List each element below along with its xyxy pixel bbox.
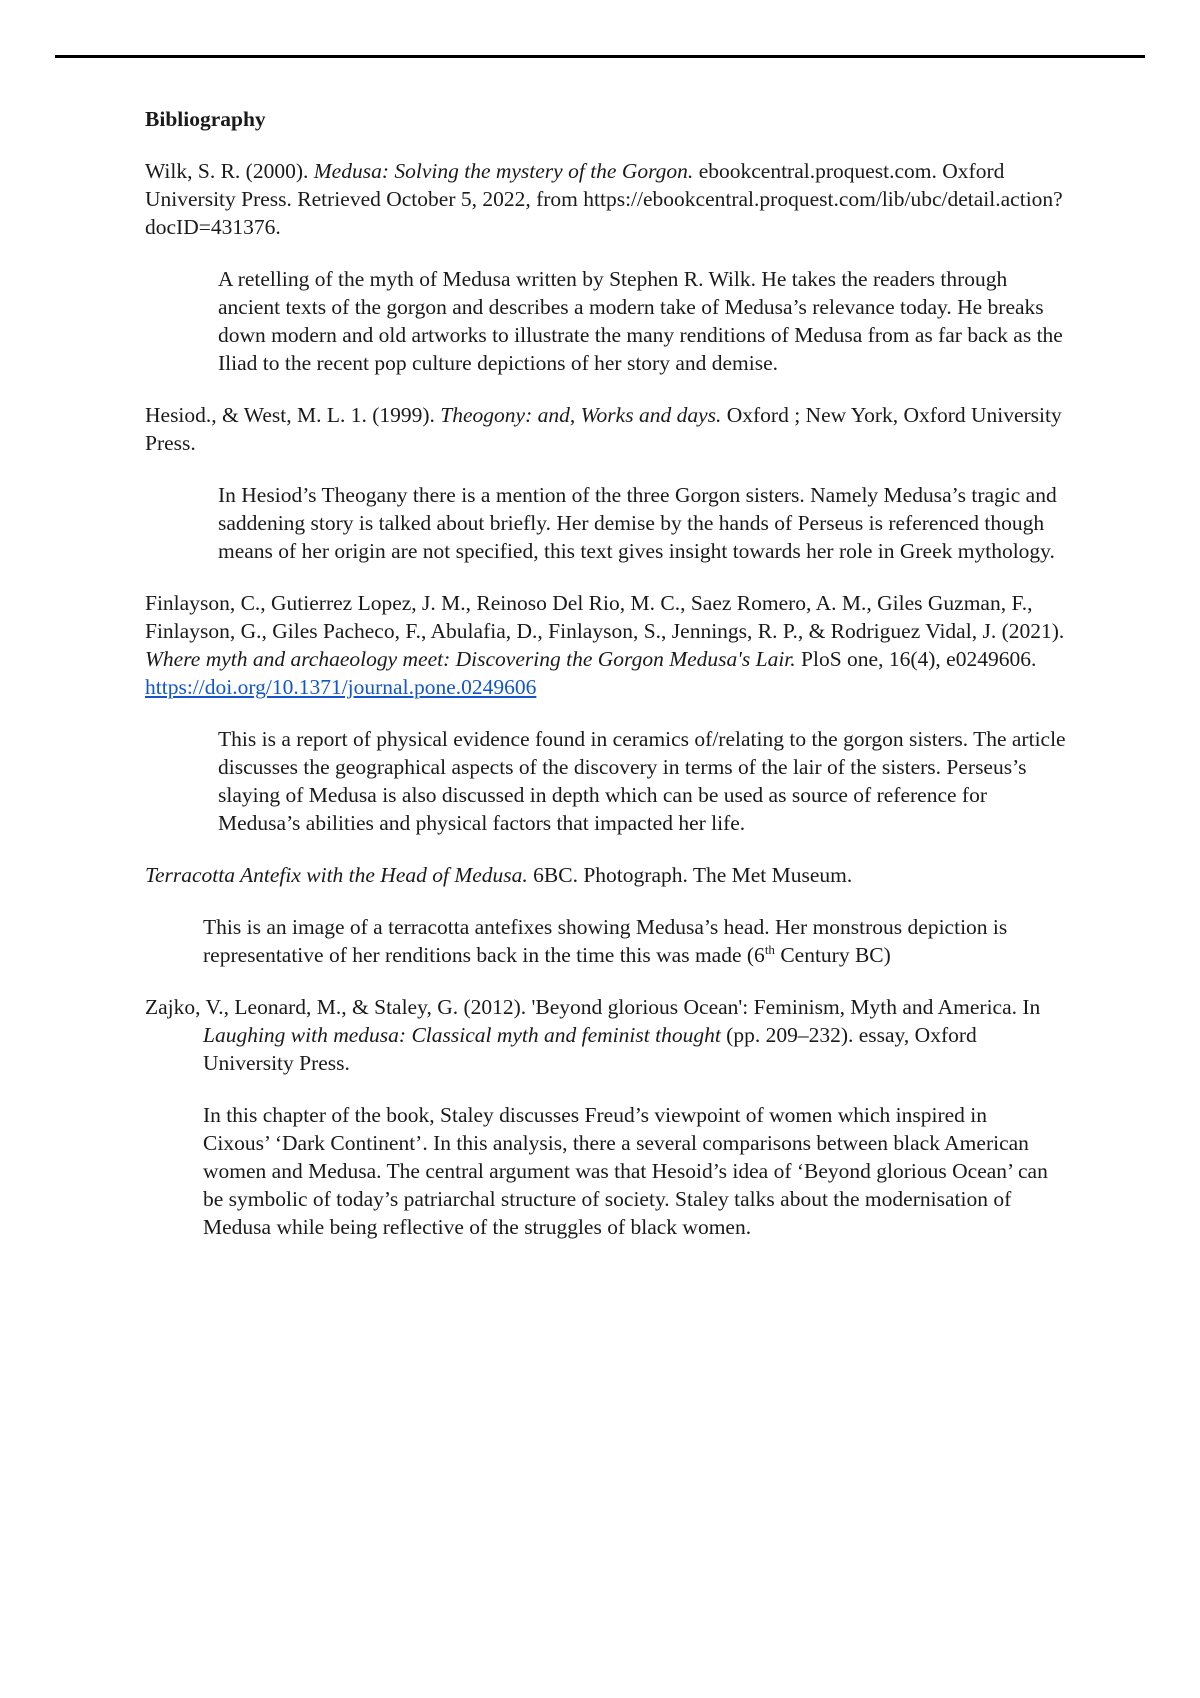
- citation-hesiod: [145, 401, 1065, 457]
- annotation-hesiod: In Hesiod’s Theogany there is a mention of the three Gorgon sisters. Namely Medusa’s tragic and saddening story is talked about briefly. Her demise by the hands of Perseus is referenced though means of her origin are not specified, this text gives insight towards her role in Greek mythology.: [218, 483, 1057, 563]
- citation-text: PloS one, 16(4), e0249606.: [795, 647, 1037, 671]
- citation-wilk: [145, 157, 1065, 241]
- citation-terracotta: [145, 861, 1065, 889]
- citation-text: Finlayson, C., Gutierrez Lopez, J. M., Reinoso Del Rio, M. C., Saez Romero, A. M., Giles Guzman, F., Finlayson, G., Giles Pacheco, F., Abulafia, D., Finlayson, S., Jennings, R. P., & Rodriguez Vidal, J. (2021).: [145, 591, 1065, 643]
- citation-text: (pp. 209–232). essay, Oxford University Press.: [203, 1023, 977, 1075]
- citation-text: Oxford ; New York, Oxford University Press.: [145, 403, 1062, 455]
- doi-link[interactable]: https://doi.org/10.1371/journal.pone.0249606: [145, 675, 537, 699]
- document-body: [145, 105, 1065, 1265]
- citation-finlayson: [145, 589, 1065, 701]
- citation-text: Hesiod., & West, M. L. 1. (1999).: [145, 403, 441, 427]
- citation-text: 6BC. Photograph. The Met Museum.: [527, 863, 853, 887]
- annotation-wilk: A retelling of the myth of Medusa written by Stephen R. Wilk. He takes the readers through ancient texts of the gorgon and describes a modern take of Medusa’s relevance today. He breaks down modern and old artworks to illustrate the many renditions of Medusa from as far back as the Iliad to the recent pop culture depictions of her story and demise.: [218, 267, 1063, 375]
- annotation-text: This is an image of a terracotta antefixes showing Medusa’s head. Her monstrous depiction is representative of her renditions back in the time this was made (6: [203, 915, 1008, 967]
- page-top-rule: [55, 55, 1145, 58]
- annotation-terracotta: [203, 913, 1053, 969]
- page-title: Bibliography: [145, 107, 266, 131]
- citation-zajko: [145, 993, 1065, 1077]
- citation-title: Where myth and archaeology meet: Discovering the Gorgon Medusa's Lair.: [145, 647, 796, 671]
- citation-title: Laughing with medusa: Classical myth and feminist thought: [203, 1023, 721, 1047]
- citation-text: Wilk, S. R. (2000).: [145, 159, 314, 183]
- annotation-finlayson: This is a report of physical evidence found in ceramics of/relating to the gorgon sisters. The article discusses the geographical aspects of the discovery in terms of the lair of the sisters. Perseus’s slaying of Medusa is also discussed in depth which can be used as source of reference for Medusa’s abilities and physical factors that impacted her life.: [218, 727, 1066, 835]
- citation-title: Theogony: and, Works and days.: [440, 403, 722, 427]
- annotation-zajko: In this chapter of the book, Staley discusses Freud’s viewpoint of women which inspired in Cixous’ ‘Dark Continent’. In this analysis, there a several comparisons between black American women and Medusa. The central argument was that Hesoid’s idea of ‘Beyond glorious Ocean’ can be symbolic of today’s patriarchal structure of society. Staley talks about the modernisation of Medusa while being reflective of the struggles of black women.: [203, 1103, 1048, 1239]
- ordinal-suffix: th: [764, 941, 775, 957]
- citation-text: Zajko, V., Leonard, M., & Staley, G. (2012). 'Beyond glorious Ocean': Feminism, Myth and America. In: [145, 995, 1041, 1019]
- annotation-text: Century BC): [774, 943, 891, 967]
- citation-title: Terracotta Antefix with the Head of Medusa.: [145, 863, 528, 887]
- citation-text: ebookcentral.proquest.com. Oxford University Press. Retrieved October 5, 2022, from https://ebookcentral.proquest.com/lib/ubc/detail.action?docID=431376.: [145, 159, 1063, 239]
- citation-title: Medusa: Solving the mystery of the Gorgon.: [313, 159, 694, 183]
